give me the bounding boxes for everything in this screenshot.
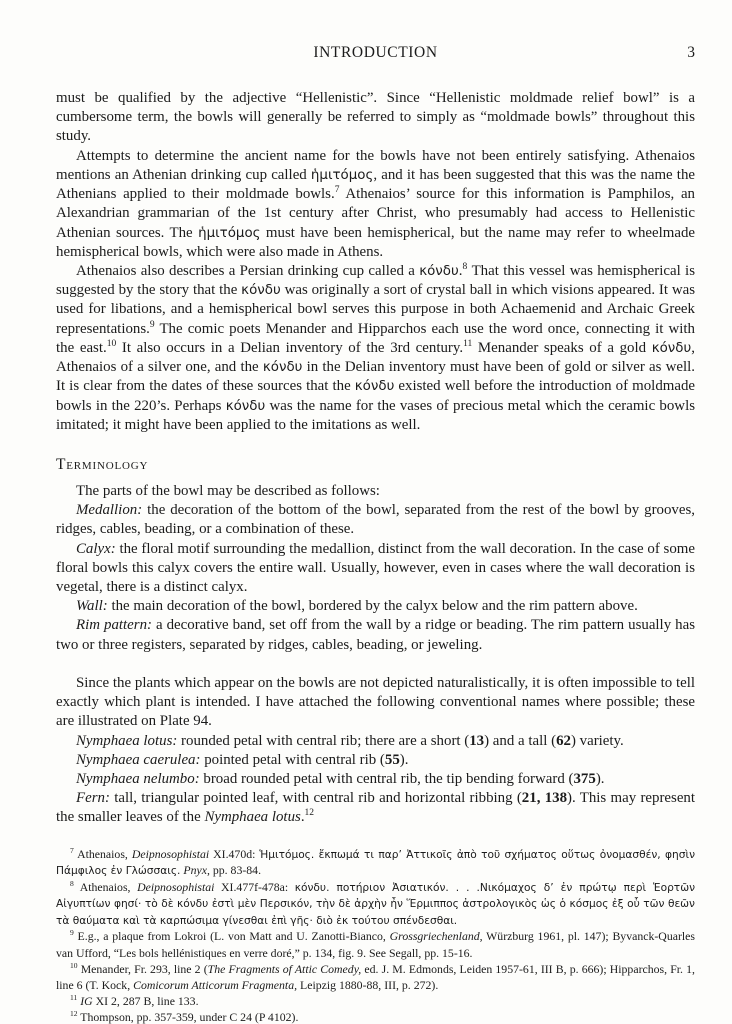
text-run: in the Delian inventory must have been of gold or silver as well. It is clear from the dates of these sources that the bbox=[56, 359, 699, 395]
footnote-ref: 12 bbox=[70, 1009, 78, 1019]
paragraph bbox=[56, 597, 695, 616]
text-run: Leipzig 1880-88, III, p. 272). bbox=[297, 977, 439, 992]
footnote-ref: 11 bbox=[463, 338, 473, 349]
text-run: XI 2, 287 B, line 133. bbox=[92, 994, 199, 1008]
paragraph bbox=[56, 540, 699, 598]
text-run: broad rounded petal with central rib, the tip bending forward ( bbox=[199, 770, 574, 787]
text-run: tall, triangular pointed leaf, with central rib and horizontal ribbing ( bbox=[109, 790, 522, 807]
paragraph bbox=[56, 732, 695, 751]
footnotes bbox=[56, 845, 699, 1024]
text-run: pp. 83-84. bbox=[209, 863, 262, 878]
footnote-ref: 10 bbox=[70, 960, 78, 970]
italic-run: Nymphaea caerulea: bbox=[76, 751, 201, 768]
footnote-ref: 8 bbox=[70, 878, 74, 888]
text-run: XI.470d: bbox=[209, 846, 260, 861]
footnote bbox=[56, 878, 699, 929]
text-run: Athenaios, bbox=[73, 846, 132, 861]
footnote-ref: 7 bbox=[334, 185, 340, 196]
italic-run: Deipnosophistai bbox=[131, 846, 210, 861]
text-run: the main decoration of the bowl, bordered by the calyx below and the rim pattern above. bbox=[107, 598, 638, 615]
italic-run: Medallion: bbox=[76, 502, 143, 519]
italic-run: Nymphaea nelumbo: bbox=[76, 770, 200, 787]
italic-run: The Fragments of Attic Comedy, bbox=[207, 961, 362, 976]
text-run: ). bbox=[595, 770, 605, 787]
text-run: pointed petal with central rib ( bbox=[200, 751, 385, 768]
footnote bbox=[56, 993, 695, 1009]
text-run: That this vessel was hemispherical is suggested by the story that the bbox=[56, 262, 699, 299]
italic-run: Rim pattern: bbox=[76, 617, 152, 634]
text-run: , Athenaios of a silver one, and the bbox=[56, 339, 699, 376]
footnote bbox=[56, 960, 698, 993]
text-run: Athenaios, bbox=[73, 879, 138, 894]
greek-text: κόνδυ bbox=[241, 283, 281, 299]
italic-run: Nymphaea lotus: bbox=[76, 732, 178, 749]
text-run: . bbox=[458, 262, 463, 279]
paragraph bbox=[56, 89, 699, 147]
text-run: the floral motif surrounding the medallion, distinct from the wall decoration. In the case of some floral bowls this calyx covers the entire wall. Usually, however, even in cases where the wall decoration is vegetal, there is a distinct calyx. bbox=[56, 540, 699, 596]
text-run: , and it has been suggested that this was the name the Athenians applied to their moldmade bowls. bbox=[56, 166, 698, 203]
paragraph bbox=[56, 751, 695, 770]
paragraph bbox=[56, 616, 699, 654]
paragraph bbox=[56, 674, 699, 732]
italic-run: Fern: bbox=[76, 790, 110, 807]
text-run: Menander speaks of a gold bbox=[472, 339, 652, 356]
italic-run: Pnyx, bbox=[183, 863, 210, 878]
text-run: must have been hemispherical, but the name may refer to wheelmade hemispherical bowls, which were also made in Athens. bbox=[56, 224, 699, 260]
text-run: The comic poets Menander and Hipparchos each use the word once, connecting it with the east. bbox=[56, 320, 699, 356]
italic-run: Calyx: bbox=[76, 540, 116, 557]
text-run: Athenaios’ source for this information is Pamphilos, an Alexandrian grammarian of the 1st century after Christ, who presumably had access to Hellenistic Athenian sources. The bbox=[56, 186, 698, 241]
text-run: Würzburg 1961, pl. 147); Byvanck-Quarles van Ufford, “Les bols hellénistiques en verre doré,” p. 134, fig. 9. See Segall, pp. 15-16. bbox=[56, 929, 698, 960]
text-run: Menander, Fr. 293, line 2 ( bbox=[77, 961, 208, 976]
bold-run: 375 bbox=[573, 770, 596, 787]
text-run: ) variety. bbox=[570, 732, 624, 749]
text-run: Athenaios also describes a Persian drinking cup called a bbox=[76, 262, 420, 279]
text-run: Thompson, pp. 357-359, under C 24 (P 4102). bbox=[77, 1010, 299, 1024]
italic-run: Deipnosophistai bbox=[137, 879, 215, 894]
paragraph bbox=[56, 147, 699, 262]
text-run: ). This may represent the smaller leaves of the bbox=[56, 790, 699, 826]
text-run: XI.477f-478a: bbox=[214, 879, 295, 894]
text-run: rounded petal with central rib; there are a short ( bbox=[177, 732, 470, 749]
paragraph bbox=[56, 262, 699, 435]
bold-run: 62 bbox=[556, 732, 571, 749]
italic-run: Grossgriechenland, bbox=[389, 929, 483, 944]
page-number: 3 bbox=[687, 44, 695, 61]
footnote-ref: 10 bbox=[106, 338, 117, 349]
text-run: . bbox=[300, 809, 305, 826]
text-run: was the name for the vases of precious metal which the ceramic bowls imitated; it might have been applied to the imitations as well. bbox=[56, 397, 699, 433]
text-run: Since the plants which appear on the bowls are not depicted naturalistically, it is often impossible to tell exactly which plant is intended. I have attached the following conventional names where possible; these are illustrated on Plate 94. bbox=[56, 674, 699, 730]
greek-text: κόνδυ bbox=[419, 263, 459, 279]
greek-text: κόνδυ bbox=[651, 340, 692, 356]
greek-text: κόνδυ bbox=[262, 360, 303, 376]
bold-run: 21, 138 bbox=[521, 790, 568, 807]
greek-text: ἡμιτόμος bbox=[198, 225, 261, 241]
bold-run: 55 bbox=[384, 751, 400, 768]
text-run: Attempts to determine the ancient name for the bowls have not been entirely satisfying. Athenaios mentions an Athenian drinking cup called bbox=[56, 147, 699, 183]
footnote-ref: 9 bbox=[149, 319, 155, 330]
greek-text: κόνδυ. ποτήριον Ἀσιατικόν. . . .Νικόμαχος δ’ ἐν πρώτῳ περὶ Ἑορτῶν Αἰγυπτίων φησί· τὸ δὲ κόνδυ ἐστὶ μὲν Περσικόν, τὴν δὲ ἀρχὴν ἦν Ἕρμιππος ἀστρολογικὸς ὡς ὁ κόσμος ἐξ οὗ τῶν θεῶν τὰ θαύματα καὶ τὰ καρπώσιμα γίνεσθαι ἐπὶ γῆς· διὸ ἐκ τούτου σπένδεσθαι. bbox=[56, 880, 699, 927]
footnote-ref: 9 bbox=[70, 928, 74, 938]
footnote-ref: 7 bbox=[70, 845, 74, 855]
footnote bbox=[56, 1009, 695, 1024]
text-run: The parts of the bowl may be described as follows: bbox=[76, 482, 380, 499]
bold-run: 13 bbox=[469, 732, 485, 749]
text-run: must be qualified by the adjective “Hellenistic”. Since “Hellenistic moldmade relief bowl” is a cumbersome term, the bowls will generally be referred to simply as “moldmade bowls” throughout this study. bbox=[56, 90, 699, 145]
italic-run: Nymphaea lotus bbox=[204, 809, 301, 826]
text-run: was originally a sort of crystal ball in which visions appeared. It was used for libations, and a hemispherical bowl serves this purpose in both Achaemenid and Archaic Greek representations. bbox=[56, 282, 699, 337]
greek-text: κόνδυ bbox=[225, 398, 266, 414]
body-blocks bbox=[56, 89, 699, 828]
text-run: E.g., a plaque from Lokroi (L. von Matt and U. Zanotti-Bianco, bbox=[73, 929, 390, 944]
paragraph bbox=[56, 501, 699, 539]
paragraph bbox=[56, 770, 695, 789]
text-run: ed. J. M. Edmonds, Leiden 1957-61, III B, p. 666); Hipparchos, Fr. 1, line 6 (T. Kock, bbox=[56, 961, 698, 992]
greek-text: ἡμιτόμος bbox=[310, 167, 374, 183]
text-run: It also occurs in a Delian inventory of the 3rd century. bbox=[116, 339, 464, 356]
paragraph bbox=[56, 789, 699, 827]
greek-text: κόνδυ bbox=[354, 379, 395, 395]
page-header bbox=[56, 44, 695, 62]
text-run: a decorative band, set off from the wall by a ridge or beading. The rim pattern usually has two or three registers, separated by ridges, cables, beading, or jeweling. bbox=[56, 617, 699, 653]
italic-run: IG bbox=[80, 994, 93, 1008]
text-run: ). bbox=[399, 751, 409, 768]
italic-run: Wall: bbox=[76, 598, 108, 615]
greek-text: Ἡμιτόμος. ἔκπωμά τι παρ’ Ἀττικοῖς ἀπὸ τοῦ σχήματος οὕτως ὀνομασθέν, φησὶν Πάμφιλος ἐν Γλώσσαις. bbox=[56, 847, 699, 878]
paragraph bbox=[56, 482, 695, 501]
footnote-ref: 8 bbox=[462, 262, 468, 272]
italic-run: Comicorum Atticorum Fragmenta, bbox=[133, 977, 298, 992]
footnote-ref: 12 bbox=[304, 808, 315, 819]
text-run: the decoration of the bottom of the bowl, separated from the rest of the bowl by grooves, ridges, cables, beading, or a combination of these. bbox=[56, 502, 699, 538]
footnote bbox=[56, 928, 698, 960]
text-run: ) and a tall ( bbox=[484, 732, 557, 749]
running-head: INTRODUCTION bbox=[313, 44, 438, 61]
section-heading: Terminology bbox=[56, 455, 149, 473]
text-run: existed well before the introduction of moldmade bowls in the 220’s. Perhaps bbox=[56, 378, 699, 414]
footnote bbox=[56, 845, 699, 879]
footnote-ref: 11 bbox=[70, 993, 78, 1003]
